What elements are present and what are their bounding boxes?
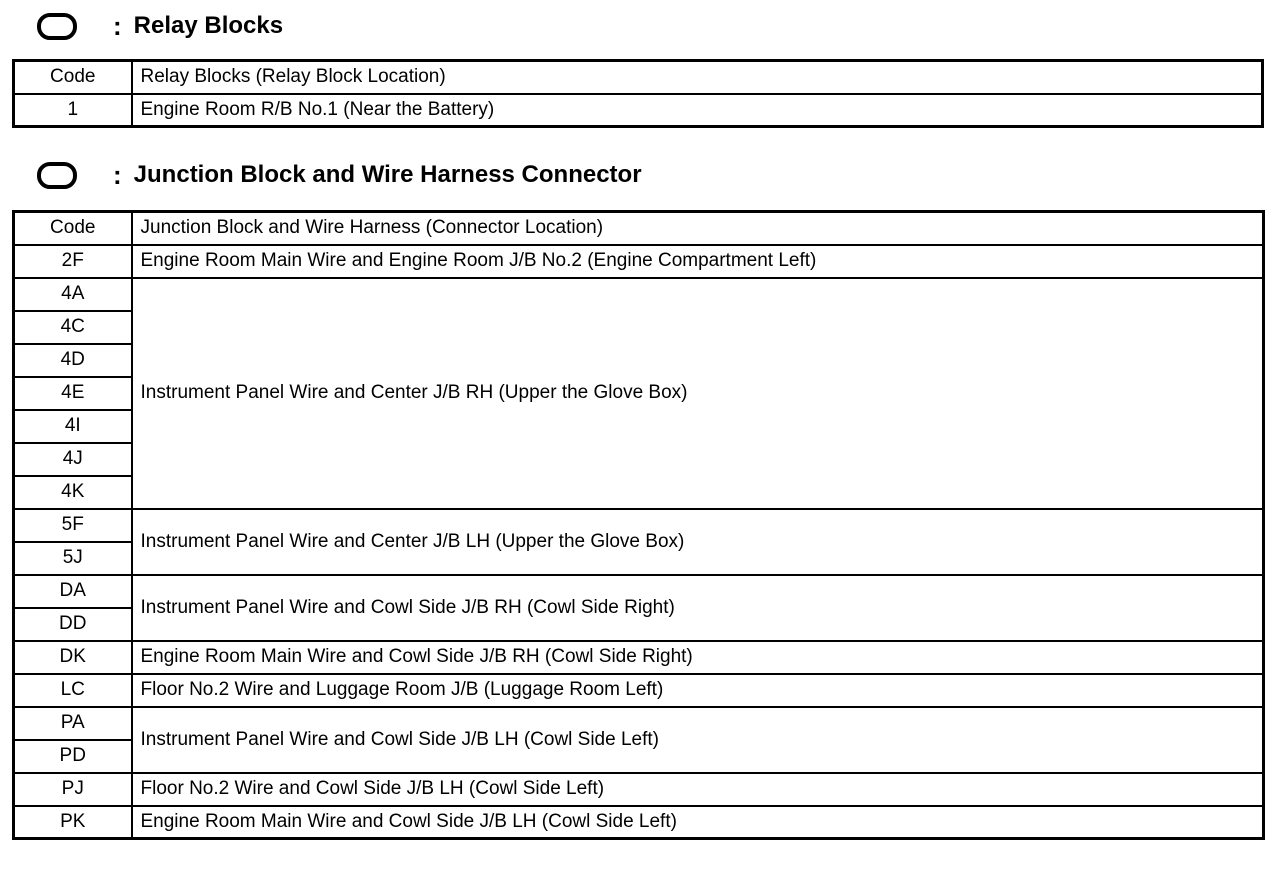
table-row [14,773,1264,806]
rounded-rectangle-icon [37,13,77,40]
table-header-row [14,61,1263,94]
description-cell: Floor No.2 Wire and Luggage Room J/B (Luggage Room Left) [132,674,1264,707]
table-row [14,245,1264,278]
code-header: Code [14,212,132,245]
relay-blocks-table [12,59,1264,128]
description-cell: Instrument Panel Wire and Center J/B RH (Upper the Glove Box) [132,278,1264,509]
description-cell: Floor No.2 Wire and Cowl Side J/B LH (Cowl Side Left) [132,773,1264,806]
table-row [14,278,1264,311]
code-cell: 4D [14,344,132,377]
table-row [14,509,1264,542]
junction-block-header [37,158,642,192]
description-cell: Instrument Panel Wire and Cowl Side J/B LH (Cowl Side Left) [132,707,1264,773]
code-cell: 4E [14,377,132,410]
code-cell: 4I [14,410,132,443]
table-row [14,575,1264,608]
code-cell: 4J [14,443,132,476]
description-cell: Engine Room R/B No.1 (Near the Battery) [132,94,1263,127]
description-cell: Engine Room Main Wire and Engine Room J/B No.2 (Engine Compartment Left) [132,245,1264,278]
table-row [14,707,1264,740]
code-cell: LC [14,674,132,707]
code-cell: PJ [14,773,132,806]
code-cell: 5J [14,542,132,575]
code-cell: 1 [14,94,132,127]
code-header: Code [14,61,132,94]
junction-block-table [12,210,1265,840]
code-cell: 4C [14,311,132,344]
description-cell: Instrument Panel Wire and Cowl Side J/B RH (Cowl Side Right) [132,575,1264,641]
table-row [14,806,1264,839]
description-header: Junction Block and Wire Harness (Connector Location) [132,212,1264,245]
description-cell: Engine Room Main Wire and Cowl Side J/B LH (Cowl Side Left) [132,806,1264,839]
code-cell: 2F [14,245,132,278]
code-cell: PD [14,740,132,773]
rounded-rectangle-icon [37,162,77,189]
section-colon: : [113,11,122,41]
section-colon: : [113,160,122,190]
description-cell: Engine Room Main Wire and Cowl Side J/B RH (Cowl Side Right) [132,641,1264,674]
table-row [14,94,1263,127]
code-cell: PA [14,707,132,740]
relay-blocks-header [37,9,283,43]
description-cell: Instrument Panel Wire and Center J/B LH (Upper the Glove Box) [132,509,1264,575]
code-cell: DD [14,608,132,641]
description-header: Relay Blocks (Relay Block Location) [132,61,1263,94]
code-cell: 4K [14,476,132,509]
code-cell: 4A [14,278,132,311]
code-cell: DK [14,641,132,674]
junction-block-title: Junction Block and Wire Harness Connector [133,161,642,188]
relay-blocks-title: Relay Blocks [133,12,284,39]
code-cell: DA [14,575,132,608]
table-row [14,674,1264,707]
table-row [14,641,1264,674]
code-cell: PK [14,806,132,839]
table-header-row [14,212,1264,245]
code-cell: 5F [14,509,132,542]
